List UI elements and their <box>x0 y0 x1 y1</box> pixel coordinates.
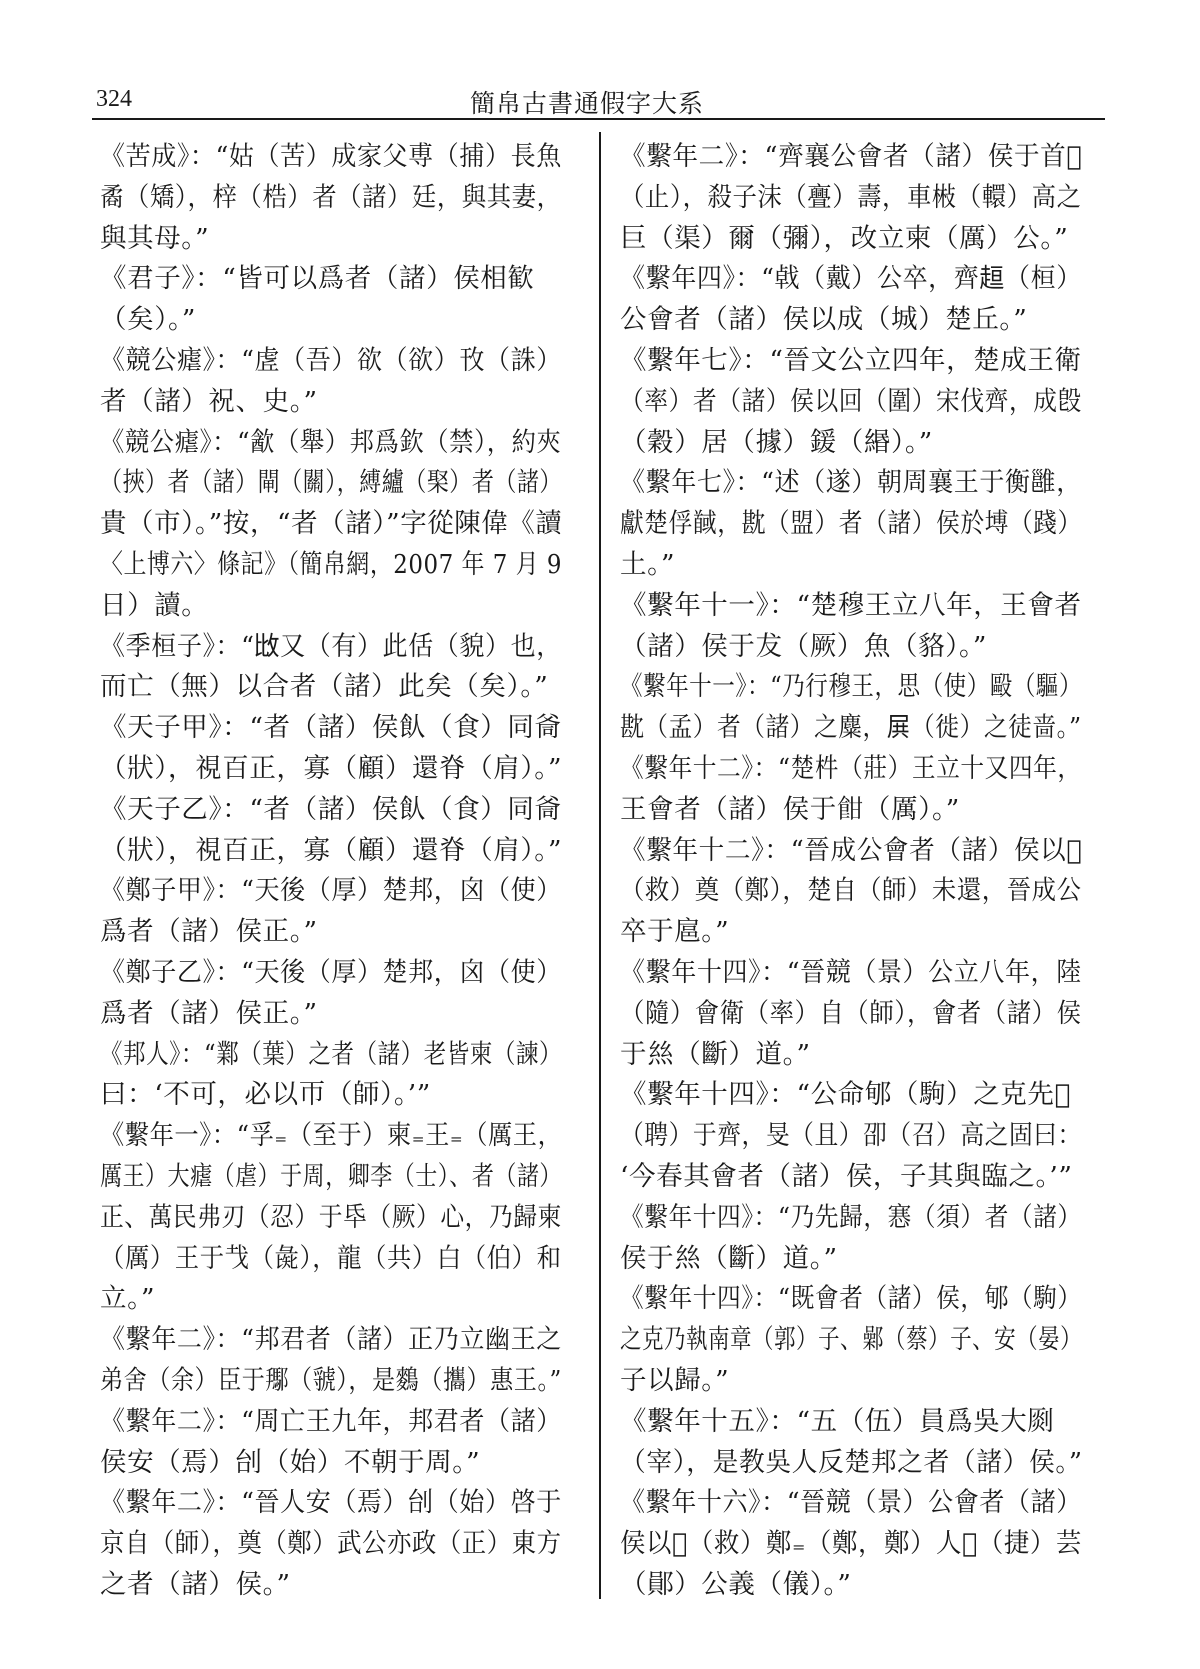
text-line: 《季桓子》：“𢻹又（有）此佸（貌）也， <box>100 630 562 662</box>
text-line: （隨）會衛（率）自（師），會者（諸）侯 <box>620 997 1082 1029</box>
text-line: 〈上博六〉條記》（簡帛網，2007 年 7 月 9 <box>100 548 563 580</box>
text-line: 獻楚俘馘，㽎（盟）者（諸）侯於㙛（踐） <box>620 508 1082 540</box>
text-line: 《繫年十二》：“晉成公會者（諸）侯以𢼸 <box>620 834 1083 866</box>
column-divider <box>599 132 601 1599</box>
text-line: 爲者（諸）侯正。” <box>100 997 318 1029</box>
text-line: 㽎（孟）者（諸）之麋，𡱒（徙）之徒啬。” <box>620 712 1082 744</box>
text-line: 而亡（無）以合者（諸）此矣（矣）。” <box>100 671 549 703</box>
text-line: 《繫年一》：“孚₌（至于）柬₌王₌（厲王， <box>100 1120 563 1152</box>
text-line: 《繫年二》：“邦君者（諸）正乃立幽王之 <box>100 1324 562 1356</box>
text-line: 《繫年四》：“㦸（戴）公卒，齊𧻚（桓） <box>620 263 1082 295</box>
text-line: （狀），視百正，寡（顧）還脊（肩）。” <box>100 752 563 784</box>
text-line: 《繫年十四》：“晉競（景）公立八年，陸 <box>620 956 1082 988</box>
text-line: 卒于扈。” <box>620 916 730 948</box>
text-line: 侯于𢇁（斷）道。” <box>620 1242 838 1274</box>
text-line: 《鄭子乙》：“天後（厚）楚邦，囟（使） <box>100 956 562 988</box>
running-title: 簡帛古書通假字大系 <box>470 89 705 118</box>
text-line: 《繫年二》：“周亡王九年，邦君者（諸） <box>100 1405 562 1437</box>
text-line: 之克乃執南章（郭）子、鄵（蔡）子、安（晏） <box>620 1324 1083 1356</box>
text-line: 者（諸）祝、史。” <box>100 385 318 417</box>
text-line: 土。” <box>620 548 676 580</box>
text-line: （鄖）公義（儀）。” <box>620 1568 852 1600</box>
text-line: 《苦成》：“姑（苦）成家父尃（捕）長魚 <box>100 141 562 172</box>
text-line: 曰：‘不可，必以帀（師）。’” <box>100 1079 431 1111</box>
text-line: 貴（市）。”按，“者（諸）”字從陳偉《讀 <box>100 508 563 540</box>
text-line: 正、萬民弗刃（忍）于氒（厥）心，乃歸柬 <box>100 1201 562 1233</box>
text-line: 日）讀。 <box>100 589 209 621</box>
left-column <box>100 137 562 1606</box>
text-line: 《繫年十一》：“乃行穆王，思（使）毆（驅） <box>620 671 1083 703</box>
right-column <box>620 137 1082 1606</box>
text-line: （聘）于齊，旻（且）卲（召）高之固曰： <box>620 1120 1082 1152</box>
text-line: （厲）王于𢦏（彘），龍（共）白（伯）和 <box>100 1242 562 1274</box>
text-line: 《繫年十六》：“晉競（景）公會者（諸） <box>620 1487 1082 1519</box>
text-line: 《競公瘧》：“㱃（舉）邦爲欽（禁），約夾 <box>100 426 562 458</box>
text-line: 京自（師），奠（鄭）武公亦政（正）東方 <box>100 1528 562 1560</box>
text-line: 與其母。” <box>100 222 210 254</box>
text-line: 《君子》：“皆可以爲者（諸）侯相歓 <box>100 263 535 295</box>
header-rule <box>92 118 1105 120</box>
text-line: 于𢇁（斷）道。” <box>620 1038 811 1070</box>
text-line: （穀）居（據）鍰（緡）。” <box>620 426 933 458</box>
text-line: 《邦人》：“鄴（葉）之者（諸）老皆柬（諫） <box>100 1038 563 1070</box>
text-line: 弟舍（余）臣于𨞲（虢），是𪄳（攜）惠王。” <box>100 1364 562 1396</box>
text-line: ‘今春其會者（諸）侯，子其與臨之。’” <box>620 1160 1073 1192</box>
text-line: 子以歸。” <box>620 1364 730 1396</box>
text-line: 《繫年十四》：“乃先歸，㥶（須）者（諸） <box>620 1201 1082 1233</box>
text-line: （宰），是教吳人反楚邦之者（諸）侯。” <box>620 1446 1083 1478</box>
text-line: 《競公瘧》：“虗（吾）欲（欲）攼（誅） <box>100 344 562 376</box>
text-line: 《繫年十四》：“既會者（諸）侯，郇（駒） <box>620 1283 1082 1315</box>
text-line: 《繫年七》：“晉文公立四年，楚成王衛 <box>620 344 1082 376</box>
text-line: 《繫年十四》：“公命郇（駒）之克先𠳒 <box>620 1079 1071 1111</box>
text-line: 《繫年十五》：“五（伍）員爲吳大㓹 <box>620 1405 1055 1437</box>
text-line: 王會者（諸）侯于𩚵（厲）。” <box>620 793 960 825</box>
text-line: 侯以𢼸（救）鄭₌（鄭，鄭）人𢧵（捷）芸 <box>620 1528 1082 1560</box>
text-line: （止），殺子沫（亹）壽，車㪔（轘）高之 <box>620 181 1082 213</box>
text-line: 《繫年十一》：“楚穆王立八年，王會者 <box>620 589 1082 621</box>
text-line: （救）奠（鄭），楚自（師）未還，晉成公 <box>620 875 1082 907</box>
text-line: 厲王）大瘧（虐）于周，卿李（士）、者（諸） <box>100 1160 562 1192</box>
page-number: 324 <box>96 86 132 112</box>
text-line: 《天子乙》：“者（諸）侯飤（食）同㸗 <box>100 793 562 825</box>
text-line: （矣）。” <box>100 304 197 336</box>
text-line: 爲者（諸）侯正。” <box>100 916 318 948</box>
text-line: 之者（諸）侯。” <box>100 1568 291 1600</box>
text-line: 《繫年十二》：“楚㭌（莊）王立十又四年， <box>620 752 1082 784</box>
text-line: （挾）者（諸）閘（關），縛纑（棸）者（諸） <box>100 467 562 499</box>
text-line: 《繫年七》：“述（遂）朝周襄王于衡雝， <box>620 467 1082 499</box>
text-line: 《繫年二》：“晉人安（焉）刣（始）啓于 <box>100 1487 562 1519</box>
text-line: （率）者（諸）侯以回（圍）宋伐齊，成𣪘 <box>620 385 1082 417</box>
text-line: 公會者（諸）侯以成（城）楚丘。” <box>620 304 1028 336</box>
text-line: 立。” <box>100 1283 156 1315</box>
text-line: 《天子甲》：“者（諸）侯飤（食）同㸗 <box>100 712 562 744</box>
text-line: 《繫年二》：“齊襄公會者（諸）侯于首𣥠 <box>620 141 1083 172</box>
text-line: 矞（矯），梓（梏）者（諸）廷，與其妻， <box>100 181 562 213</box>
text-line: 巨（渠）爾（彌），改立柬（厲）公。” <box>620 222 1069 254</box>
text-line: （諸）侯于犮（厥）魚（貉）。” <box>620 630 988 662</box>
text-line: 《鄭子甲》：“天後（厚）楚邦，囟（使） <box>100 875 562 907</box>
text-line: 侯安（焉）刣（始）不朝于周。” <box>100 1446 481 1478</box>
text-line: （狀），視百正，寡（顧）還脊（肩）。” <box>100 834 563 866</box>
